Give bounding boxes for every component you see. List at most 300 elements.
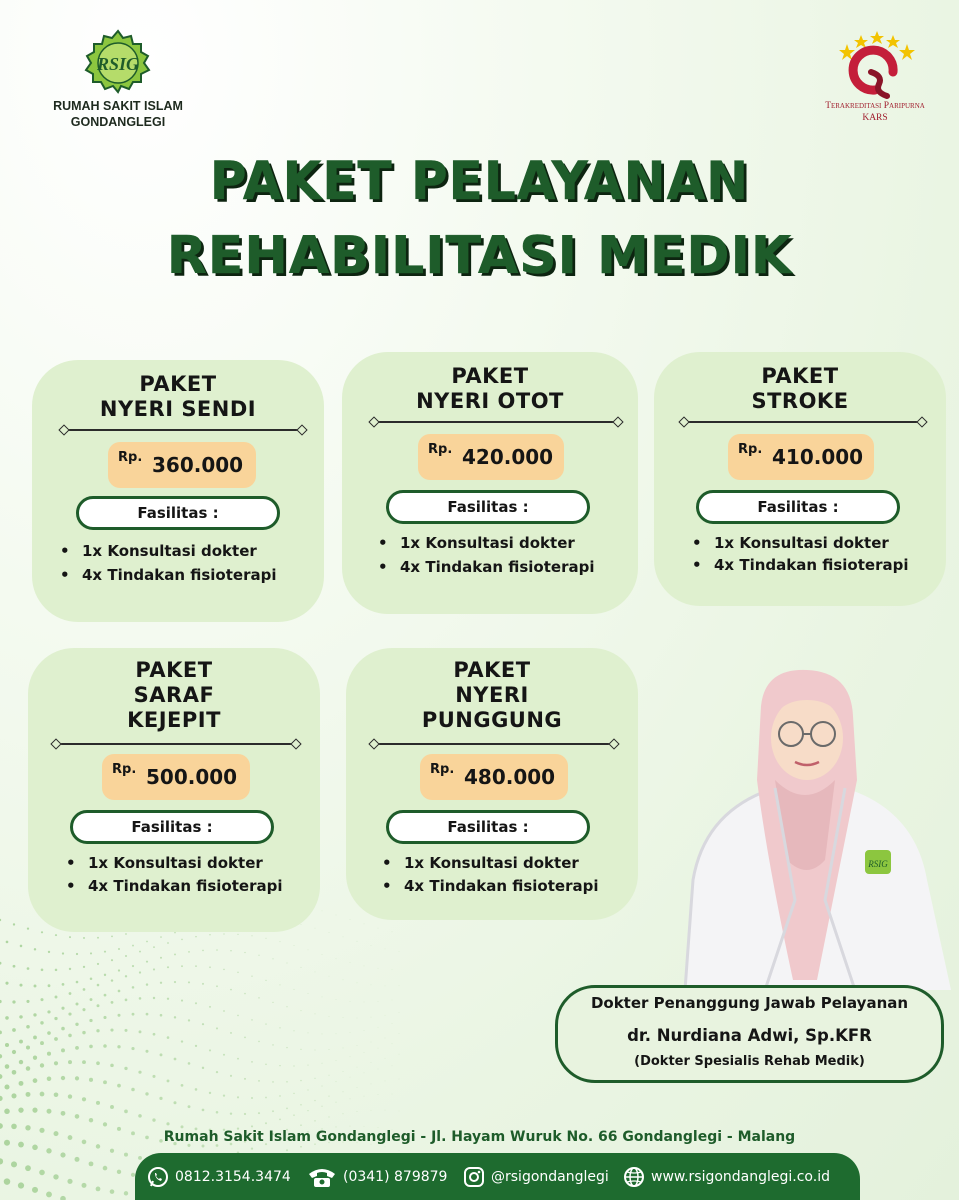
decoration-dot (392, 1000, 393, 1001)
decoration-dot (96, 1101, 100, 1105)
decoration-dot (307, 1032, 308, 1033)
decoration-dot (11, 1093, 16, 1098)
decoration-dot (223, 1094, 225, 1096)
decoration-dot (343, 1091, 344, 1092)
decoration-dot (244, 993, 246, 995)
decoration-dot (27, 928, 29, 930)
decoration-dot (89, 1078, 93, 1082)
feature-item: • 4x Tindakan fisioterapi (62, 875, 282, 897)
decoration-dot (364, 1096, 365, 1097)
decoration-dot (335, 1102, 336, 1103)
decoration-dot (125, 955, 127, 957)
decoration-dot (40, 1063, 44, 1067)
decoration-dot (300, 1146, 302, 1148)
decoration-dot (378, 1048, 379, 1049)
decoration-dot (399, 1079, 400, 1080)
decoration-dot (69, 968, 71, 970)
facilities-label: Fasilitas : (696, 490, 900, 524)
decoration-dot (216, 985, 218, 987)
decoration-dot (25, 1165, 31, 1171)
decoration-dot (40, 998, 43, 1001)
price-badge (420, 754, 568, 800)
decoration-dot (32, 1187, 38, 1193)
decoration-dot (322, 997, 323, 998)
decoration-dot (167, 1079, 170, 1082)
decoration-dot (385, 1081, 386, 1082)
decoration-dot (96, 1029, 99, 1032)
decoration-dot (364, 966, 365, 967)
decoration-dot (336, 958, 337, 959)
decoration-dot (160, 957, 162, 959)
decoration-dot (350, 1077, 351, 1078)
decoration-dot (202, 1067, 204, 1069)
package-card-nyeri-otot (342, 352, 638, 614)
feature-item: • 4x Tindakan fisioterapi (56, 564, 276, 586)
hospital-address: Rumah Sakit Islam Gondanglegi - Jl. Hayam Wuruk No. 66 Gondanglegi - Malang (163, 1129, 796, 1145)
decoration-dot (33, 1036, 37, 1040)
decoration-dot (350, 1001, 351, 1002)
decoration-dot (336, 999, 337, 1000)
decoration-dot (378, 1001, 379, 1002)
decoration-dot (125, 999, 128, 1002)
decoration-dot (41, 968, 44, 971)
decoration-dot (55, 969, 58, 972)
feature-item: • 1x Konsultasi dokter (374, 532, 575, 554)
price-value: 480.000 (464, 765, 556, 789)
decoration-dot (5, 1064, 10, 1069)
decoration-dot (124, 1191, 128, 1195)
decoration-dot (54, 1092, 59, 1097)
decoration-dot (104, 994, 107, 997)
decoration-dot (46, 1148, 51, 1153)
package-card-stroke (654, 352, 946, 606)
decoration-dot (357, 982, 358, 983)
decoration-dot (328, 1075, 329, 1076)
decoration-dot (329, 976, 330, 977)
decoration-dot (89, 1019, 92, 1022)
decoration-dot (293, 1030, 294, 1031)
price-currency: Rp. (428, 442, 453, 457)
decoration-dot (34, 984, 37, 987)
hospital-name-line1: RUMAH SAKIT ISLAM (53, 99, 183, 113)
facilities-label: Fasilitas : (386, 490, 590, 524)
divider-line (56, 743, 296, 745)
decoration-dot (82, 1008, 85, 1011)
decoration-dot (272, 1044, 274, 1046)
decoration-dot (0, 1000, 2, 1003)
decoration-dot (350, 962, 351, 963)
decoration-dot (124, 1110, 128, 1114)
decoration-dot (0, 1030, 2, 1034)
decoration-dot (188, 1105, 191, 1108)
decoration-dot (40, 1041, 44, 1045)
decoration-dot (244, 1113, 246, 1115)
divider-line (374, 421, 618, 423)
decoration-dot (139, 1030, 142, 1033)
decoration-dot (216, 1071, 218, 1073)
whatsapp-contact[interactable] (147, 1166, 291, 1188)
package-name-line: PAKET (453, 658, 531, 682)
decoration-dot (258, 1041, 260, 1043)
decoration-dot (202, 1109, 205, 1112)
decoration-dot (350, 1098, 351, 1099)
decoration-dot (322, 1033, 323, 1034)
decoration-dot (202, 983, 204, 985)
decoration-dot (294, 945, 295, 946)
decoration-dot (244, 952, 245, 953)
decoration-dot (265, 980, 266, 981)
decoration-dot (90, 978, 93, 981)
decoration-dot (293, 1093, 294, 1094)
decoration-dot (279, 1027, 280, 1028)
page-title-line2: REHABILITASI MEDIK (166, 226, 793, 286)
price-currency: Rp. (430, 762, 455, 777)
decoration-dot (336, 1081, 337, 1082)
decoration-dot (5, 1016, 9, 1020)
decoration-dot (399, 1054, 400, 1055)
decoration-dot (124, 1153, 128, 1157)
decoration-dot (160, 982, 162, 984)
decoration-dot (350, 1126, 351, 1127)
package-name-line: SARAF (133, 683, 215, 707)
decoration-dot (26, 1092, 31, 1097)
decoration-dot (209, 1049, 211, 1051)
decoration-dot (152, 1118, 155, 1121)
doctor-role: Dokter Penanggung Jawab Pelayanan (590, 994, 909, 1012)
decoration-dot (138, 1114, 142, 1118)
decoration-dot (251, 976, 252, 977)
decoration-dot (131, 1088, 135, 1092)
decoration-dot (286, 1081, 288, 1083)
decoration-dot (336, 915, 337, 916)
decoration-dot (110, 1149, 114, 1153)
decoration-dot (125, 975, 127, 977)
decoration-dot (343, 1048, 344, 1049)
decoration-dot (32, 1145, 38, 1151)
decoration-dot (146, 961, 148, 963)
feature-item: • 1x Konsultasi dokter (62, 852, 263, 874)
price-currency: Rp. (738, 442, 763, 457)
decoration-dot (371, 1083, 372, 1084)
decoration-dot (279, 1095, 281, 1097)
decoration-dot (47, 1010, 50, 1013)
decoration-dot (329, 1049, 330, 1050)
decoration-dot (19, 1081, 24, 1086)
decoration-dot (174, 1016, 176, 1018)
decoration-dot (46, 1191, 52, 1197)
decoration-dot (118, 1014, 121, 1017)
decoration-dot (110, 1189, 115, 1194)
decoration-dot (103, 1044, 107, 1048)
instagram-contact[interactable] (463, 1166, 609, 1188)
decoration-dot (75, 1157, 80, 1162)
decoration-dot (146, 941, 148, 943)
decoration-dot (230, 989, 232, 991)
package-name (28, 658, 320, 733)
decoration-dot (385, 986, 386, 987)
decoration-dot (364, 1030, 365, 1031)
decoration-dot (6, 941, 9, 944)
decoration-dot (111, 1001, 114, 1004)
decoration-dot (279, 1065, 280, 1066)
decoration-dot (4, 1178, 10, 1184)
decoration-dot (251, 1147, 253, 1149)
decoration-dot (286, 1006, 287, 1007)
doctor-info-box (555, 985, 944, 1083)
decoration-dot (20, 945, 23, 948)
doctor-photo (665, 660, 955, 990)
decoration-dot (336, 1060, 337, 1061)
decoration-dot (83, 937, 85, 939)
decoration-dot (47, 1031, 51, 1035)
decoration-dot (33, 1013, 36, 1016)
decoration-dot (371, 945, 372, 946)
decoration-dot (69, 992, 72, 995)
decoration-dot (202, 1023, 204, 1025)
decoration-dot (279, 984, 280, 985)
feature-item: • 4x Tindakan fisioterapi (688, 554, 908, 576)
decoration-dot (110, 1105, 114, 1109)
decoration-dot (40, 1092, 45, 1097)
decoration-dot (301, 967, 302, 968)
decoration-dot (0, 1158, 3, 1164)
decoration-dot (230, 1075, 232, 1077)
decoration-dot (124, 1029, 127, 1032)
decoration-dot (139, 997, 142, 1000)
whatsapp-number: 0812.3154.3474 (175, 1169, 291, 1185)
decoration-dot (364, 1002, 365, 1003)
decoration-dot (230, 1032, 232, 1034)
decoration-dot (371, 1062, 372, 1063)
decoration-dot (61, 1007, 64, 1010)
decoration-dot (265, 1122, 267, 1124)
decoration-dot (300, 1104, 302, 1106)
decoration-dot (237, 1058, 239, 1060)
decoration-dot (315, 1013, 316, 1014)
decoration-dot (378, 928, 379, 929)
decoration-dot (174, 932, 176, 934)
decoration-dot (32, 1108, 37, 1113)
decoration-dot (357, 1018, 358, 1019)
phone-contact[interactable] (307, 1166, 447, 1188)
decoration-dot (385, 1110, 386, 1111)
decoration-dot (103, 1080, 107, 1084)
decoration-dot (0, 962, 1, 965)
decoration-dot (5, 982, 8, 985)
decoration-dot (181, 999, 183, 1001)
decoration-dot (315, 971, 316, 972)
decoration-dot (19, 1040, 23, 1044)
decoration-dot (96, 1061, 100, 1065)
decoration-dot (343, 1017, 344, 1018)
decoration-dot (399, 1033, 400, 1034)
accreditation-text-line2: KARS (862, 113, 888, 123)
decoration-dot (357, 941, 358, 942)
package-name-line: NYERI (455, 683, 529, 707)
divider-line (64, 429, 302, 431)
decoration-dot (146, 983, 148, 985)
decoration-dot (139, 951, 141, 953)
decoration-dot (118, 969, 120, 971)
instagram-icon (463, 1166, 485, 1188)
decoration-dot (47, 1109, 52, 1114)
decoration-dot (167, 998, 169, 1000)
kars-accreditation-logo (810, 30, 940, 124)
decoration-dot (61, 1111, 66, 1116)
decoration-dot (223, 933, 224, 934)
decoration-dot (392, 969, 393, 970)
price-badge (728, 434, 874, 480)
decoration-dot (97, 963, 99, 965)
decoration-dot (138, 1156, 142, 1160)
decoration-dot (364, 923, 365, 924)
decoration-dot (392, 1043, 393, 1044)
decoration-dot (378, 968, 379, 969)
feature-item: • 1x Konsultasi dokter (56, 540, 257, 562)
decoration-dot (69, 936, 71, 938)
decoration-dot (89, 1161, 94, 1166)
decoration-dot (132, 945, 134, 947)
decoration-dot (82, 1183, 87, 1188)
decoration-dot (385, 1058, 386, 1059)
decoration-dot (12, 1028, 16, 1032)
decoration-dot (12, 1070, 17, 1075)
decoration-dot (19, 1060, 23, 1064)
decoration-dot (67, 1179, 72, 1184)
decoration-dot (103, 1122, 107, 1126)
decoration-dot (251, 1125, 253, 1127)
decoration-dot (111, 979, 113, 981)
decoration-dot (321, 1085, 322, 1086)
decoration-dot (153, 946, 155, 948)
decoration-dot (18, 1107, 23, 1112)
decoration-dot (19, 1015, 22, 1018)
decoration-dot (60, 1152, 65, 1157)
decoration-dot (188, 981, 190, 983)
decoration-dot (104, 951, 106, 953)
decoration-dot (68, 1034, 72, 1038)
website-contact[interactable] (623, 1166, 830, 1188)
decoration-dot (244, 1036, 246, 1038)
decoration-dot (399, 985, 400, 986)
feature-item: • 4x Tindakan fisioterapi (374, 556, 594, 578)
decoration-dot (321, 1106, 322, 1107)
decoration-dot (117, 1170, 121, 1174)
decoration-dot (181, 965, 183, 967)
decoration-dot (111, 935, 113, 937)
decoration-dot (357, 1111, 358, 1112)
decoration-dot (181, 1084, 184, 1087)
decoration-dot (103, 1016, 106, 1019)
decoration-dot (26, 1066, 30, 1070)
decoration-dot (342, 1113, 343, 1114)
decoration-dot (160, 936, 162, 938)
decoration-dot (68, 1012, 71, 1015)
decoration-dot (314, 1049, 315, 1050)
decoration-dot (160, 1014, 163, 1017)
decoration-dot (392, 931, 393, 932)
decoration-dot (89, 1045, 93, 1049)
decoration-dot (97, 984, 100, 987)
decoration-dot (272, 1081, 274, 1083)
accreditation-text-line1: Terakreditasi Paripurna (825, 101, 925, 111)
decoration-dot (33, 1056, 37, 1060)
decoration-dot (223, 1010, 225, 1012)
decoration-dot (335, 1126, 336, 1127)
decoration-dot (75, 1023, 78, 1026)
phone-number: (0341) 879879 (343, 1169, 448, 1185)
decoration-dot (272, 958, 273, 959)
decoration-dot (258, 1112, 260, 1114)
decoration-dot (280, 941, 281, 942)
decoration-dot (54, 1061, 58, 1065)
hospital-logo (38, 28, 198, 130)
decoration-dot (314, 1078, 315, 1079)
decoration-dot (0, 1054, 2, 1058)
decoration-dot (132, 986, 135, 989)
instagram-handle: @rsigondanglegi (491, 1169, 609, 1185)
decoration-dot (371, 1110, 372, 1111)
decoration-dot (357, 1067, 358, 1068)
decoration-dot (146, 1013, 149, 1016)
decoration-dot (167, 942, 169, 944)
decoration-dot (110, 1064, 114, 1068)
decoration-dot (223, 969, 225, 971)
decoration-dot (174, 953, 176, 955)
decoration-dot (209, 966, 211, 968)
decoration-dot (152, 1075, 155, 1078)
decoration-dot (83, 988, 86, 991)
decoration-dot (167, 1036, 170, 1039)
decoration-dot (13, 965, 16, 968)
decoration-dot (251, 1019, 253, 1021)
decoration-dot (364, 1126, 365, 1127)
decoration-dot (258, 1080, 260, 1082)
decoration-dot (89, 1118, 93, 1122)
decoration-dot (47, 1052, 51, 1056)
price-badge (102, 754, 250, 800)
decoration-dot (104, 974, 106, 976)
decoration-dot (188, 1062, 191, 1065)
decoration-dot (307, 1065, 308, 1066)
decoration-dot (385, 1146, 386, 1147)
package-card-saraf-kejepit (28, 648, 320, 932)
decoration-dot (343, 1071, 344, 1072)
decoration-dot (350, 919, 351, 920)
decoration-dot (96, 1187, 101, 1192)
decoration-dot (357, 1045, 358, 1046)
decoration-dot (153, 968, 155, 970)
decoration-dot (265, 1097, 267, 1099)
decoration-dot (167, 966, 169, 968)
decoration-dot (216, 1027, 218, 1029)
decoration-dot (230, 950, 231, 951)
globe-icon (623, 1166, 645, 1188)
decoration-dot (82, 1060, 86, 1064)
decoration-dot (139, 971, 141, 973)
decoration-dot (27, 967, 30, 970)
decoration-dot (251, 935, 252, 936)
decoration-dot (19, 984, 22, 987)
decoration-dot (314, 1120, 315, 1121)
decoration-dot (237, 1096, 239, 1098)
decoration-dot (237, 1015, 239, 1017)
decoration-dot (118, 990, 121, 993)
decoration-dot (371, 1017, 372, 1018)
package-name (342, 364, 638, 414)
decoration-dot (251, 1097, 253, 1099)
decoration-dot (364, 1052, 365, 1053)
